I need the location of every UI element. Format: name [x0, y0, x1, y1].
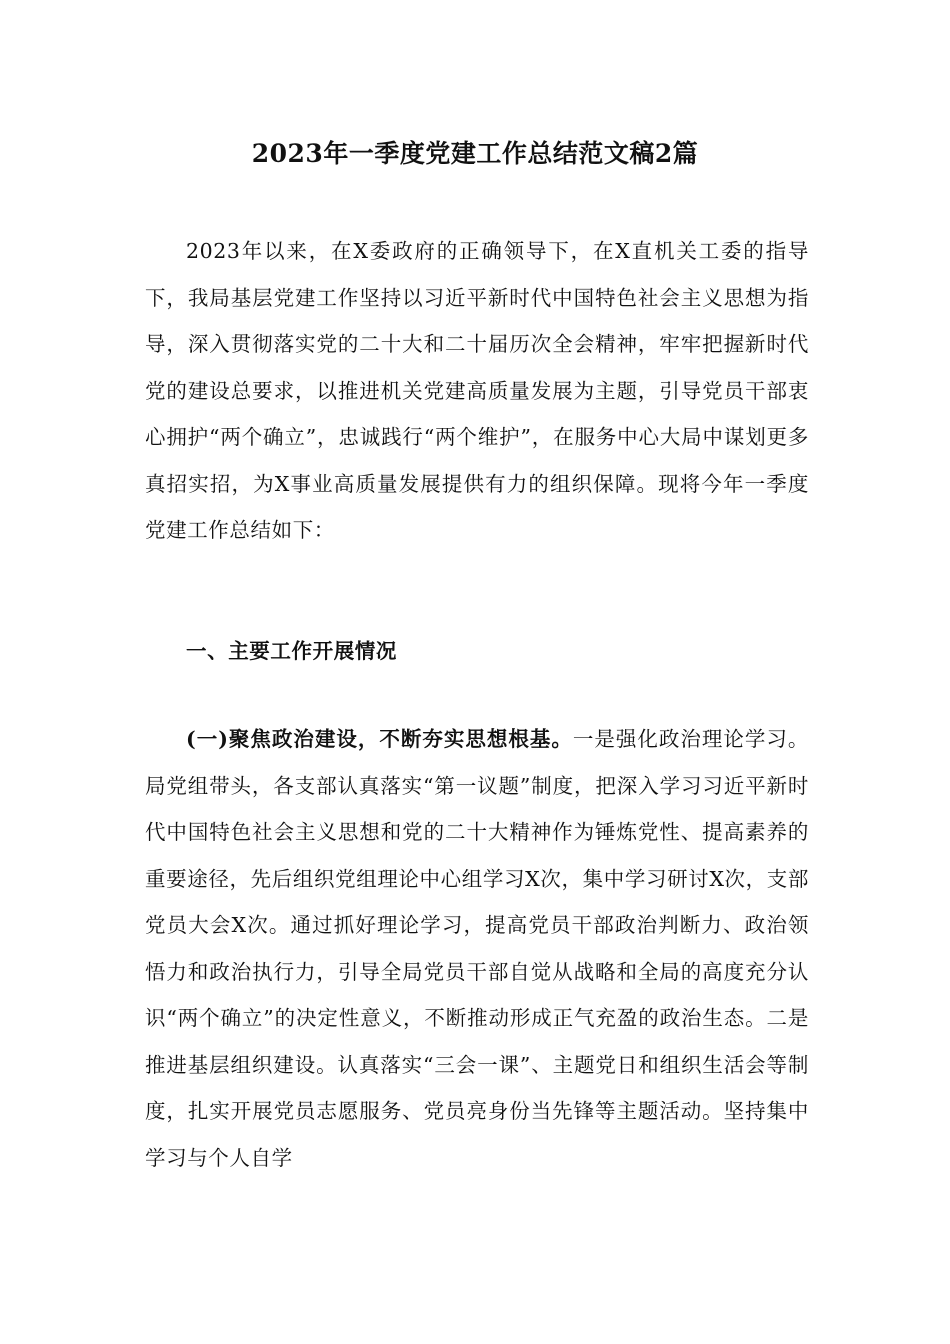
- section-heading: 一、主要工作开展情况: [186, 639, 397, 663]
- intro-paragraph: 2023年以来，在X委政府的正确领导下，在X直机关工委的指导下，我局基层党建工作坚持以习近平新时代中国特色社会主义思想为指导，深入贯彻落实党的二十大和二十届历次全会精神，牢牢把握新时代党的建设总要求，以推进机关党建高质量发展为主题，引导党员干部衷心拥护“两个确立”，忠诚践行“两个维护”，在服务中心大局中谋划更多真招实招，为X事业高质量发展提供有力的组织保障。现将今年一季度党建工作总结如下：: [145, 239, 809, 542]
- paragraph-lead: (一)聚焦政治建设，不断夯实思想根基。: [186, 727, 573, 751]
- section-paragraph: [145, 716, 809, 1181]
- document-title: 2023年一季度党建工作总结范文稿2篇: [251, 139, 699, 168]
- paragraph-body: 一是强化政治理论学习。局党组带头，各支部认真落实“第一议题”制度，把深入学习习近平新时代中国特色社会主义思想和党的二十大精神作为锤炼党性、提高素养的重要途径，先后组织党组理论中心组学习X次，集中学习研讨X次，支部党员大会X次。通过抓好理论学习，提高党员干部政治判断力、政治领悟力和政治执行力，引导全局党员干部自觉从战略和全局的高度充分认识“两个确立”的决定性意义，不断推动形成正气充盈的政治生态。二是推进基层组织建设。认真落实“三会一课”、主题党日和组织生活会等制度，扎实开展党员志愿服务、党员亮身份当先锋等主题活动。坚持集中学习与个人自学: [145, 727, 809, 1170]
